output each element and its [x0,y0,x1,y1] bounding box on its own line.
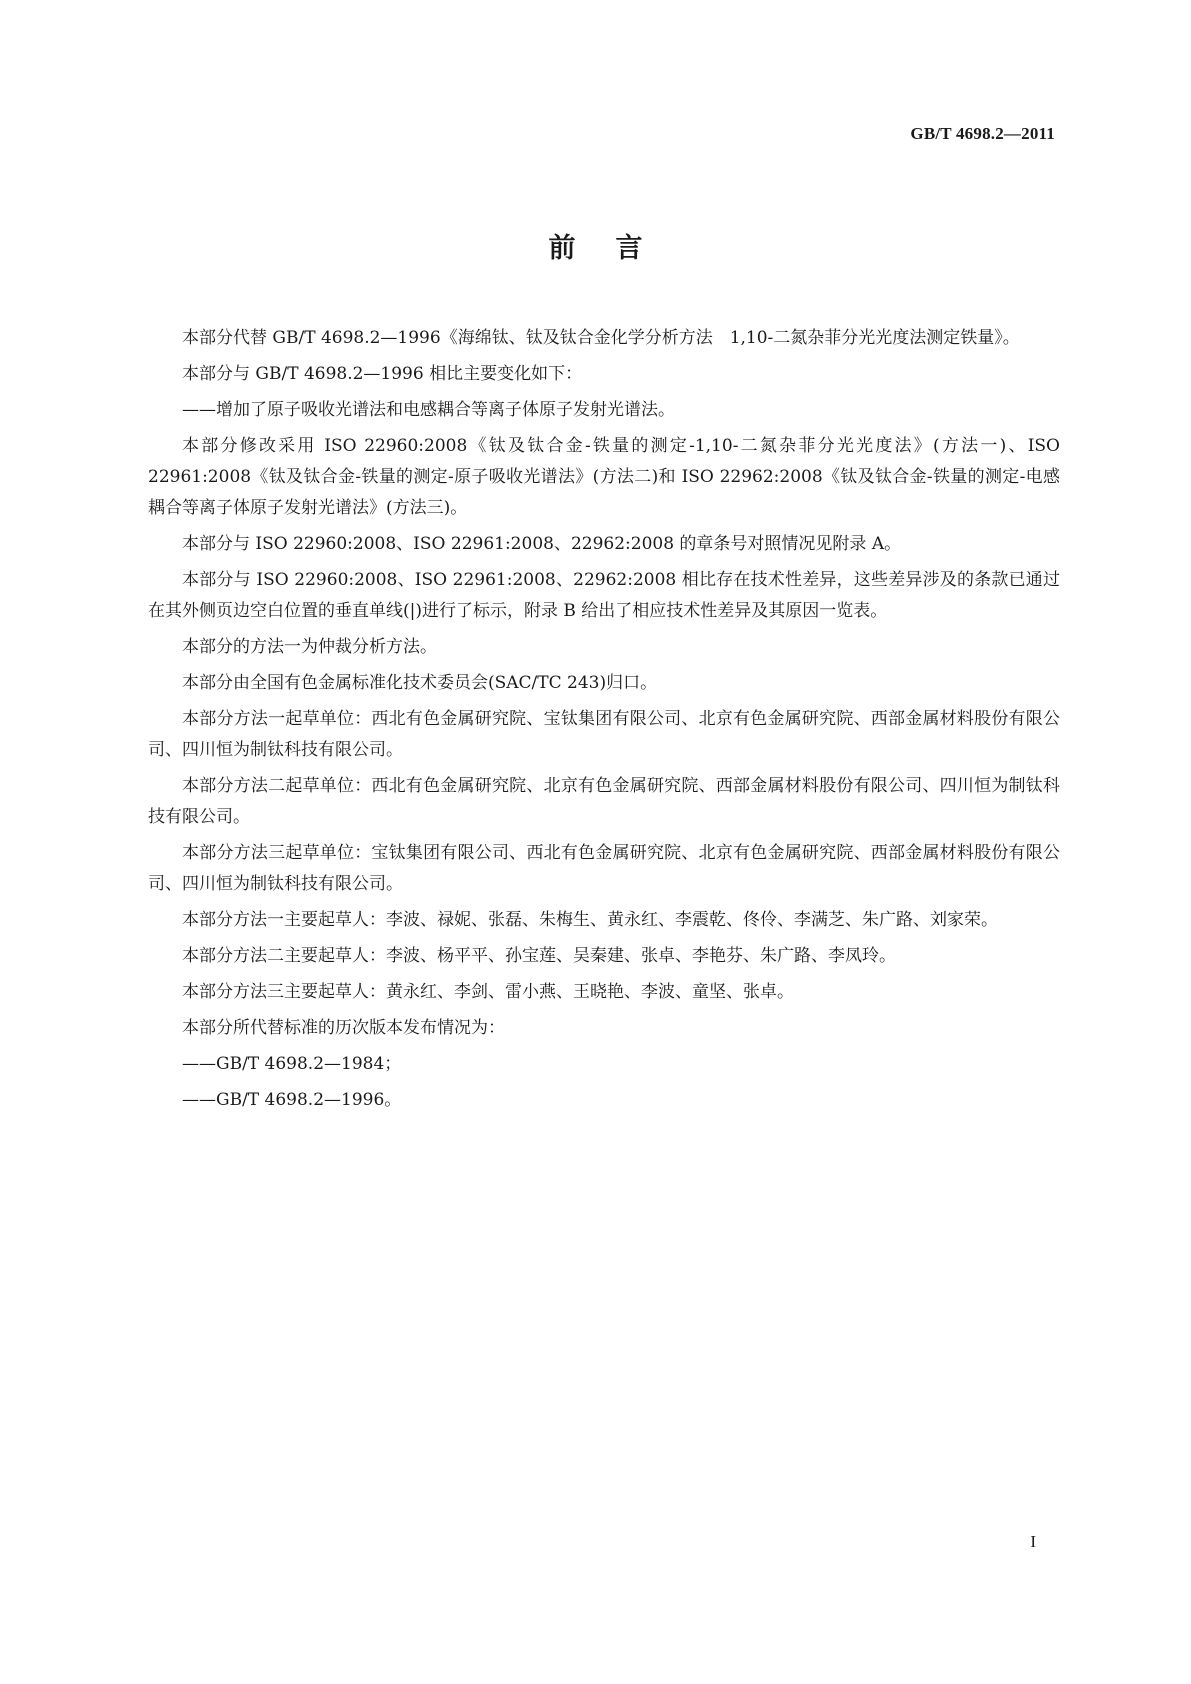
page-number: I [1030,1532,1036,1551]
paragraph-changes-intro: 本部分与 GB/T 4698.2—1996 相比主要变化如下： [182,364,583,384]
standard-code: GB/T 4698.2—2011 [910,124,1055,143]
page-title: 前言 [548,233,683,264]
paragraph-change-item: ——增加了原子吸收光谱法和电感耦合等离子体原子发射光谱法。 [182,400,675,420]
paragraph-method1-drafters-orgs: 本部分方法一起草单位：西北有色金属研究院、宝钛集团有限公司、北京有色金属研究院、西部金属材料股份有限公司、四川恒为制钛科技有限公司。 [148,709,1060,760]
paragraph-arbitration-method: 本部分的方法一为仲裁分析方法。 [182,637,437,657]
foreword-body [148,323,1060,1121]
paragraph-method1-drafters: 本部分方法一主要起草人：李波、禄妮、张磊、朱梅生、黄永红、李震乾、佟伶、李满芝、朱广路、刘家荣。 [182,910,998,930]
paragraph-clause-comparison: 本部分与 ISO 22960:2008、ISO 22961:2008、22962:2008 的章条号对照情况见附录 A。 [182,534,902,554]
paragraph-technical-committee: 本部分由全国有色金属标准化技术委员会(SAC/TC 243)归口。 [182,673,658,693]
paragraph-history-item: ——GB/T 4698.2—1984； [182,1054,402,1074]
paragraph-method3-drafters-orgs: 本部分方法三起草单位：宝钛集团有限公司、西北有色金属研究院、北京有色金属研究院、西部金属材料股份有限公司、四川恒为制钛科技有限公司。 [148,843,1060,894]
paragraph-replaces: 本部分代替 GB/T 4698.2—1996《海绵钛、钛及钛合金化学分析方法 1,10-二氮杂菲分光光度法测定铁量》。 [182,328,1020,348]
paragraph-method3-drafters: 本部分方法三主要起草人：黄永红、李剑、雷小燕、王晓艳、李波、童坚、张卓。 [182,982,794,1002]
paragraph-method2-drafters-orgs: 本部分方法二起草单位：西北有色金属研究院、北京有色金属研究院、西部金属材料股份有限公司、四川恒为制钛科技有限公司。 [148,776,1060,827]
paragraph-history-item: ——GB/T 4698.2—1996。 [182,1090,402,1110]
paragraph-history-intro: 本部分所代替标准的历次版本发布情况为： [182,1018,505,1038]
paragraph-iso-adoption: 本部分修改采用 ISO 22960:2008《钛及钛合金-铁量的测定-1,10-二氮杂菲分光光度法》(方法一)、ISO 22961:2008《钛及钛合金-铁量的测定-原子吸收光谱法》(方法二)和 ISO 22962:2008《钛及钛合金-铁量的测定-电感耦合等离子体原子发射光谱法》(方法三)。 [148,436,1060,518]
paragraph-technical-differences: 本部分与 ISO 22960:2008、ISO 22961:2008、22962:2008 相比存在技术性差异，这些差异涉及的条款已通过在其外侧页边空白位置的垂直单线(|)进行了标示，附录 B 给出了相应技术性差异及其原因一览表。 [148,570,1060,621]
paragraph-method2-drafters: 本部分方法二主要起草人：李波、杨平平、孙宝莲、吴秦建、张卓、李艳芬、朱广路、李凤玲。 [182,946,896,966]
